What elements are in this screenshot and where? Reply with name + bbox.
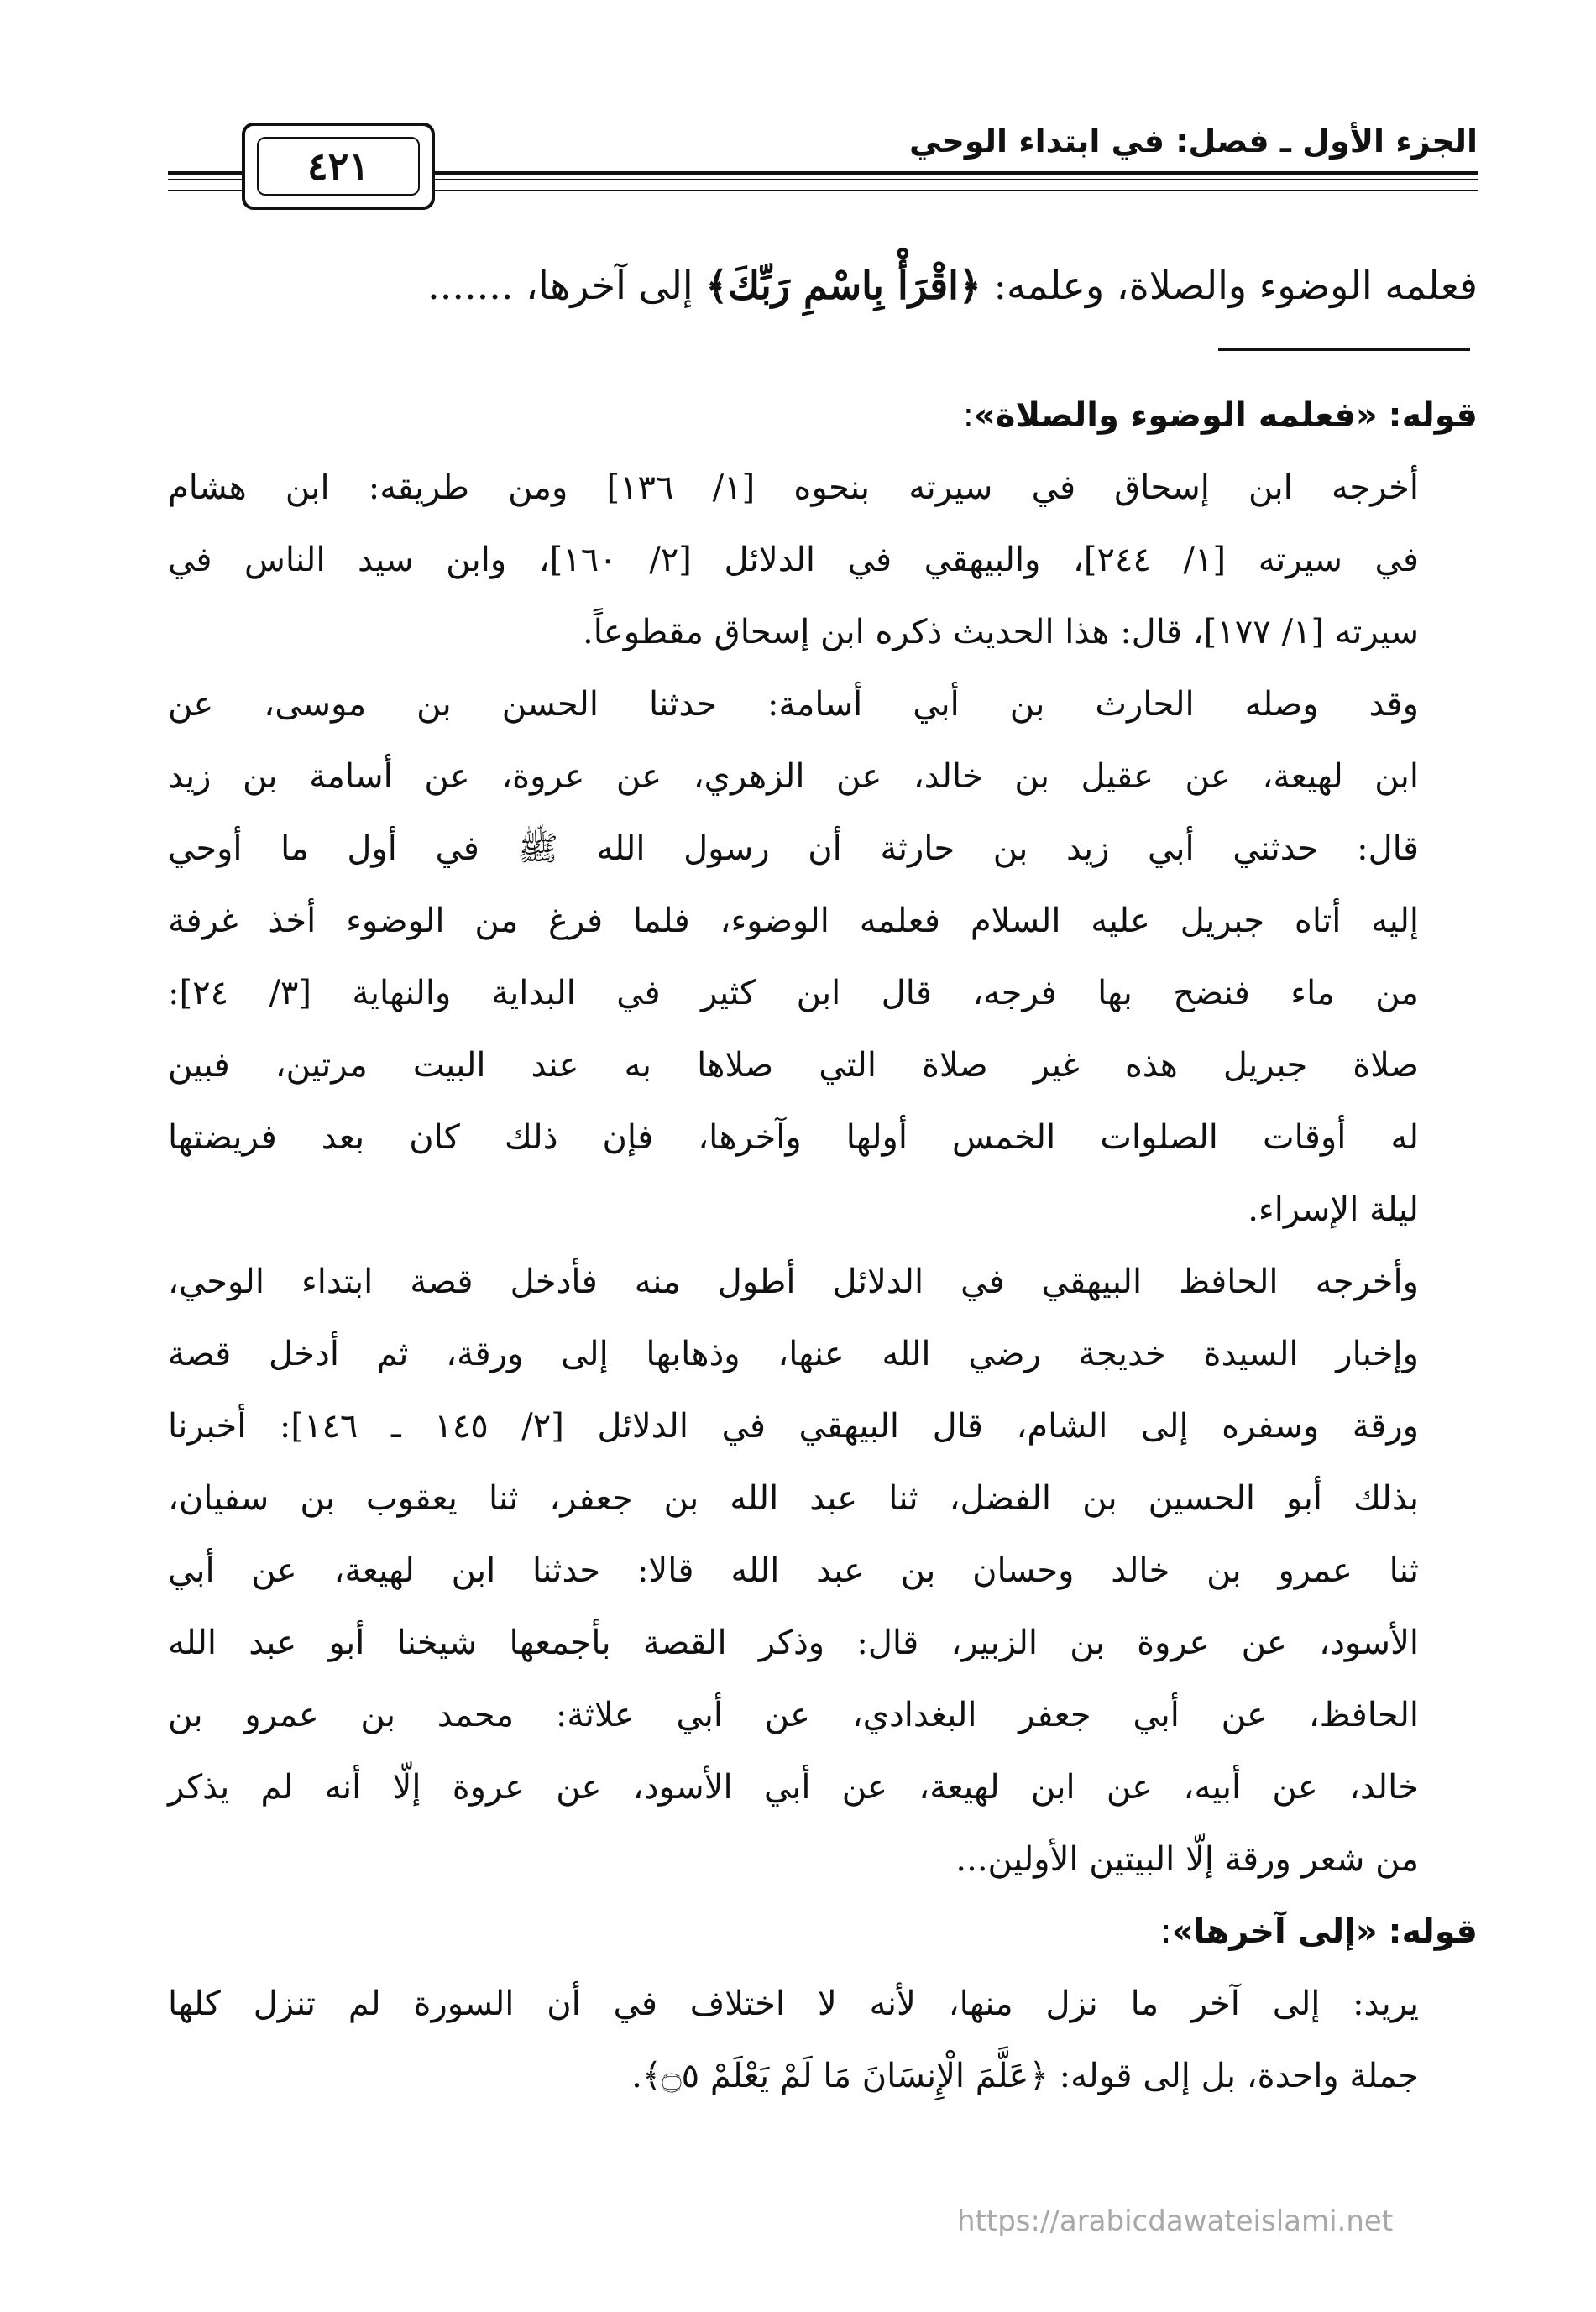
main-text xyxy=(185,252,1478,319)
quoted-phrase: «فعلمه الوضوء والصلاة» xyxy=(974,396,1378,435)
section-heading-2 xyxy=(168,1896,1478,1968)
section-heading-1 xyxy=(168,379,1478,452)
main-text-before: فعلمه الوضوء والصلاة، وعلمه: xyxy=(981,263,1478,308)
main-text-after: إلى آخرها، ....... xyxy=(427,263,706,308)
text-line: وقد وصله الحارث بن أبي أسامة: حدثنا الحسن بن موسى، عن xyxy=(168,685,1419,724)
website-watermark: https://arabicdawateislami.net xyxy=(957,2205,1394,2238)
text-line: له أوقات الصلوات الخمس أولها وآخرها، فإن ذلك كان بعد فريضتها xyxy=(168,1118,1419,1157)
footnote-divider xyxy=(1218,348,1470,351)
text-line: وإخبار السيدة خديجة رضي الله عنها، وذهابها إلى ورقة، ثم أدخل قصة xyxy=(168,1335,1419,1373)
text-line: صلاة جبريل هذه غير صلاة التي صلاها به عند البيت مرتين، فبين xyxy=(168,1046,1419,1085)
text-line: أخرجه ابن إسحاق في سيرته بنحوه [١/ ١٣٦] ومن طريقه: ابن هشام xyxy=(168,468,1419,507)
running-title: الجزء الأول ـ فصل: في ابتداء الوحي xyxy=(909,123,1478,160)
commentary-paragraph-2 xyxy=(168,1968,1419,2112)
text-line: ليلة الإسراء. xyxy=(1248,1190,1419,1229)
text-line: خالد، عن أبيه، عن ابن لهيعة، عن أبي الأسود، عن عروة إلّا أنه لم يذكر xyxy=(168,1768,1419,1807)
text-line: جملة واحدة، بل إلى قوله: ﴿عَلَّمَ الْإِنسَانَ مَا لَمْ يَعْلَمْ ۝٥﴾. xyxy=(631,2057,1419,2095)
page-number-frame xyxy=(242,123,435,210)
text-line: سيرته [١/ ١٧٧]، قال: هذا الحديث ذكره ابن إسحاق مقطوعاً. xyxy=(583,613,1419,651)
text-line: من شعر ورقة إلّا البيتين الأولين... xyxy=(955,1840,1419,1879)
page-header xyxy=(168,111,1478,212)
qawluh-label: قوله: xyxy=(1388,396,1478,435)
quran-citation: ﴿اقْرَأْ بِاسْمِ رَبِّكَ﴾ xyxy=(705,263,981,308)
text-line: وأخرجه الحافظ البيهقي في الدلائل أطول منه فأدخل قصة ابتداء الوحي، xyxy=(168,1263,1419,1301)
text-line: في سيرته [١/ ٢٤٤]، والبيهقي في الدلائل [٢/ ١٦٠]، وابن سيد الناس في xyxy=(168,541,1419,579)
text-line: ابن لهيعة، عن عقيل بن خالد، عن الزهري، عن عروة، عن أسامة بن زيد xyxy=(168,757,1419,796)
page-number: ٤٢١ xyxy=(257,137,420,196)
text-line: الأسود، عن عروة بن الزبير، قال: وذكر القصة بأجمعها شيخنا أبو عبد الله xyxy=(168,1624,1419,1662)
heading-colon: : xyxy=(1160,1912,1172,1951)
heading-colon: : xyxy=(962,396,975,435)
qawluh-label: قوله: xyxy=(1388,1912,1478,1951)
text-line: بذلك أبو الحسين بن الفضل، ثنا عبد الله بن جعفر، ثنا يعقوب بن سفيان، xyxy=(168,1479,1419,1518)
text-line: الحافظ، عن أبي جعفر البغدادي، عن أبي علاثة: محمد بن عمرو بن xyxy=(168,1696,1419,1734)
text-line: ورقة وسفره إلى الشام، قال البيهقي في الدلائل [٢/ ١٤٥ ـ ١٤٦]: أخبرنا xyxy=(168,1407,1419,1446)
commentary xyxy=(168,379,1478,2112)
text-line: يريد: إلى آخر ما نزل منها، لأنه لا اختلاف في أن السورة لم تنزل كلها xyxy=(168,1985,1419,2023)
text-line: من ماء فنضح بها فرجه، قال ابن كثير في البداية والنهاية [٣/ ٢٤]: xyxy=(168,974,1419,1012)
commentary-paragraph-1 xyxy=(168,452,1419,1896)
quoted-phrase: «إلى آخرها» xyxy=(1171,1912,1378,1951)
text-line: ثنا عمرو بن خالد وحسان بن عبد الله قالا: حدثنا ابن لهيعة، عن أبي xyxy=(168,1551,1419,1590)
text-line: قال: حدثني أبي زيد بن حارثة أن رسول الله ﷺ في أول ما أوحي xyxy=(168,829,1419,868)
text-line: إليه أتاه جبريل عليه السلام فعلمه الوضوء، فلما فرغ من الوضوء أخذ غرفة xyxy=(168,902,1419,940)
